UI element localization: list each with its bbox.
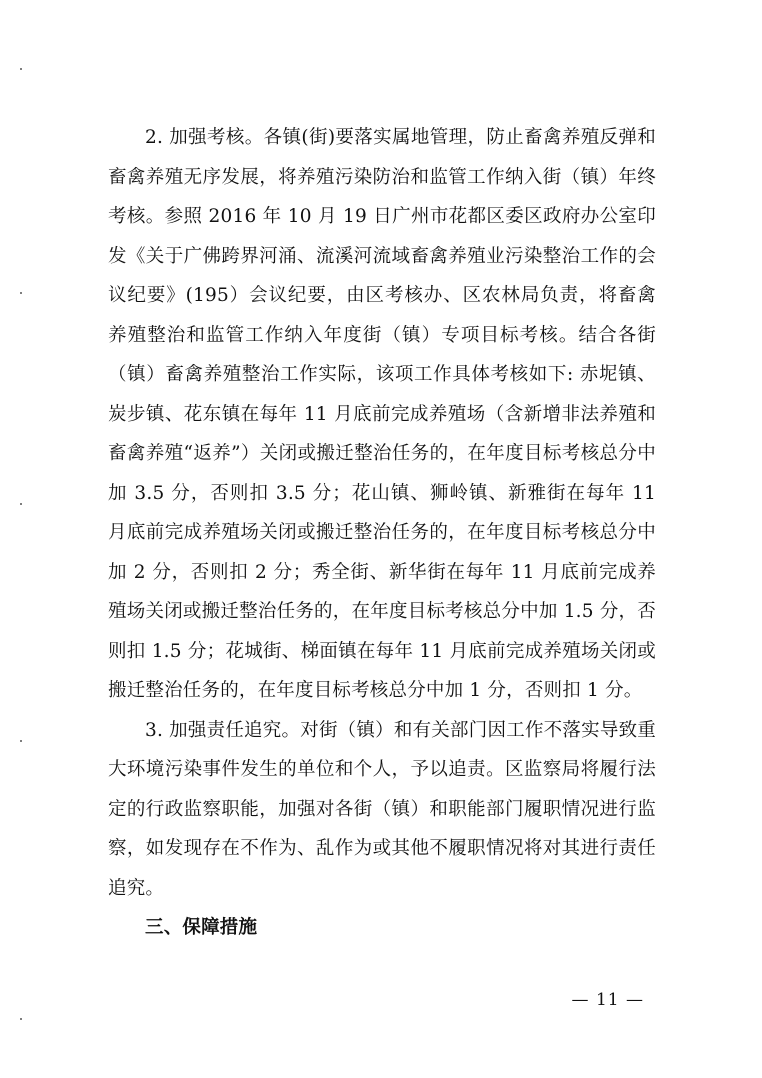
- section-heading: 三、保障措施: [145, 917, 258, 938]
- paragraph-accountability: 3. 加强责任追究。对街（镇）和有关部门因工作不落实导致重大环境污染事件发生的单位和个人，予以追责。区监察局将履行法定的行政监察职能，加强对各街（镇）和职能部门履职情况进行监察，如发现存在不作为、乱作为或其他不履职情况将对其进行责任追究。: [108, 719, 656, 899]
- paragraph-assessment: 2. 加强考核。各镇(街)要落实属地管理，防止畜禽养殖反弹和畜禽养殖无序发展，将养殖污染防治和监管工作纳入街（镇）年终考核。参照 2016 年 10 月 19 日广州市花都区委区政府办公室印发《关于广佛跨界河涌、流溪河流域畜禽养殖业污染整治工作的会议纪要》(195）会议纪要，由区考核办、区农林局负责，将畜禽养殖整治和监管工作纳入年度街（镇）专项目标考核。结合各街（镇）畜禽养殖整治工作实际，该项工作具体考核如下: 赤坭镇、炭步镇、花东镇在每年 11 月底前完成养殖场（含新增非法养殖和畜禽养殖“返养”）关闭或搬迁整治任务的，在年度目标考核总分中加 3.5 分，否则扣 3.5 分；花山镇、狮岭镇、新雅街在每年 11 月底前完成养殖场关闭或搬迁整治任务的，在年度目标考核总分中加 2 分，否则扣 2 分；秀全街、新华街在每年 11 月底前完成养殖场关闭或搬迁整治任务的，在年度目标考核总分中加 1.5 分，否则扣 1.5 分；花城街、梯面镇在每年 11 月底前完成养殖场关闭或搬迁整治任务的，在年度目标考核总分中加 1 分，否则扣 1 分。: [108, 127, 656, 701]
- margin-mark: [20, 68, 22, 70]
- margin-mark: [20, 740, 22, 742]
- margin-mark: [20, 503, 22, 505]
- margin-mark: [20, 292, 22, 294]
- page-number: — 11 —: [571, 990, 644, 1010]
- document-body: [108, 118, 656, 948]
- margin-mark: [20, 1018, 22, 1020]
